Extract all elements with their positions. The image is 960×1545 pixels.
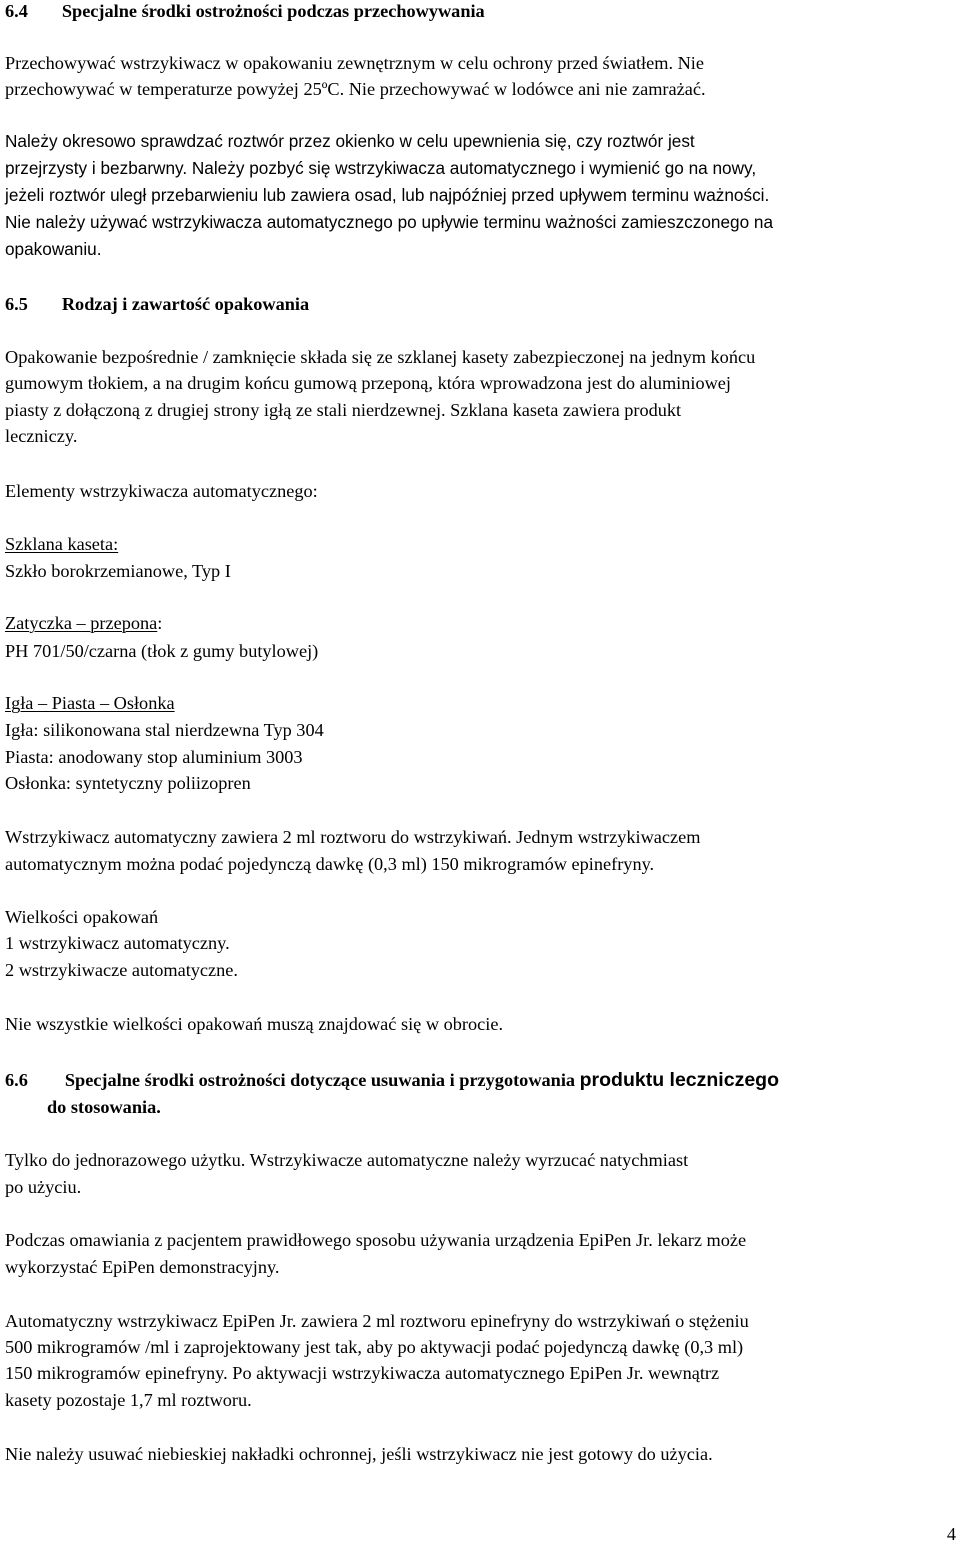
section-6-5-heading: [5, 293, 309, 315]
paragraph-line: wykorzystać EpiPen demonstracyjny.: [5, 1257, 280, 1277]
section-title: Specjalne środki ostrożności podczas przechowywania: [61, 1, 485, 21]
paragraph-line: Nie wszystkie wielkości opakowań muszą znajdować się w obrocie.: [5, 1014, 504, 1034]
stopper-heading-colon: :: [157, 613, 163, 633]
section-number: 6.6: [5, 1070, 28, 1090]
paragraph-line: opakowaniu.: [5, 239, 102, 259]
paragraph-line: jeżeli roztwór uległ przebarwieniu lub zawiera osad, lub najpóźniej przed upływem terminu ważności.: [5, 185, 770, 205]
section-title: Rodzaj i zawartość opakowania: [61, 294, 310, 314]
paragraph-line: Automatyczny wstrzykiwacz EpiPen Jr. zawiera 2 ml roztworu epinefryny do wstrzykiwań o stężeniu: [5, 1311, 749, 1331]
paragraph-line: Tylko do jednorazowego użytku. Wstrzykiwacze automatyczne należy wyrzucać natychmiast: [5, 1150, 689, 1170]
paragraph-line: 150 mikrogramów epinefryny. Po aktywacji wstrzykiwacza automatycznego EpiPen Jr. wewnątrz: [5, 1363, 720, 1383]
section-6-6-heading-line2: do stosowania.: [47, 1097, 161, 1117]
paragraph-line: 500 mikrogramów /ml i zaprojektowany jest tak, aby po aktywacji podać pojedynczą dawkę (0,3 ml): [5, 1337, 744, 1357]
paragraph-line: Przechowywać wstrzykiwacz w opakowaniu zewnętrznym w celu ochrony przed światłem. Nie: [5, 53, 704, 73]
paragraph-line: przejrzysty i bezbarwny. Należy pozbyć się wstrzykiwacza automatycznego i wymienić go na nowy,: [5, 158, 757, 178]
pack-sizes-heading: Wielkości opakowań: [5, 907, 159, 927]
stopper-heading: [5, 612, 162, 634]
stopper-heading-text: Zatyczka – przepona: [5, 613, 158, 633]
needle-heading-text: Igła – Piasta – Osłonka: [5, 693, 175, 713]
needle-heading: [5, 692, 175, 714]
paragraph-line: po użyciu.: [5, 1177, 82, 1197]
cartridge-heading-text: Szklana kaseta:: [5, 534, 119, 554]
paragraph-line: piasty z dołączoną z drugiej strony igłą ze stali nierdzewnej. Szklana kaseta zawiera produkt: [5, 400, 682, 420]
page-number: 4: [946, 1524, 956, 1544]
needle-line: Osłonka: syntetyczny poliizopren: [5, 773, 251, 793]
paragraph-line: kasety pozostaje 1,7 ml roztworu.: [5, 1390, 252, 1410]
pack-size-line: 1 wstrzykiwacz automatyczny.: [5, 933, 230, 953]
needle-line: Piasta: anodowany stop aluminium 3003: [5, 747, 303, 767]
elements-heading: Elementy wstrzykiwacza automatycznego:: [5, 481, 318, 501]
paragraph-line: Należy okresowo sprawdzać roztwór przez okienko w celu upewnienia się, czy roztwór jest: [5, 131, 695, 151]
paragraph-line: Podczas omawiania z pacjentem prawidłowego sposobu używania urządzenia EpiPen Jr. lekarz może: [5, 1230, 747, 1250]
pack-size-line: 2 wstrzykiwacze automatyczne.: [5, 960, 238, 980]
paragraph-line: Nie należy używać wstrzykiwacza automatycznego po upływie terminu ważności zamieszczonego na: [5, 212, 774, 232]
paragraph-line: Opakowanie bezpośrednie / zamknięcie składa się ze szklanej kasety zabezpieczonej na jednym końcu: [5, 347, 756, 367]
paragraph-line: przechowywać w temperaturze powyżej 25ºC. Nie przechowywać w lodówce ani nie zamrażać.: [5, 79, 706, 99]
paragraph-line: gumowym tłokiem, a na drugim końcu gumową przeponą, która wprowadzona jest do aluminiowej: [5, 373, 732, 393]
paragraph-line: automatycznym można podać pojedynczą dawkę (0,3 ml) 150 mikrogramów epinefryny.: [5, 854, 655, 874]
paragraph-line: Nie należy usuwać niebieskiej nakładki ochronnej, jeśli wstrzykiwacz nie jest gotowy do użycia.: [5, 1444, 713, 1464]
section-number: 6.4: [5, 1, 28, 21]
stopper-text: PH 701/50/czarna (tłok z gumy butylowej): [5, 641, 319, 661]
section-title: Specjalne środki ostrożności dotyczące usuwania i przygotowania: [64, 1070, 576, 1090]
section-title-product: produktu leczniczego: [579, 1069, 779, 1091]
section-number: 6.5: [5, 294, 28, 314]
paragraph-line: Wstrzykiwacz automatyczny zawiera 2 ml roztworu do wstrzykiwań. Jednym wstrzykiwaczem: [5, 827, 701, 847]
section-6-6-heading: [5, 1069, 779, 1091]
section-6-4-heading: [5, 0, 485, 22]
cartridge-text: Szkło borokrzemianowe, Typ I: [5, 561, 231, 581]
paragraph-line: leczniczy.: [5, 426, 78, 446]
needle-line: Igła: silikonowana stal nierdzewna Typ 304: [5, 720, 324, 740]
cartridge-heading: [5, 533, 118, 555]
